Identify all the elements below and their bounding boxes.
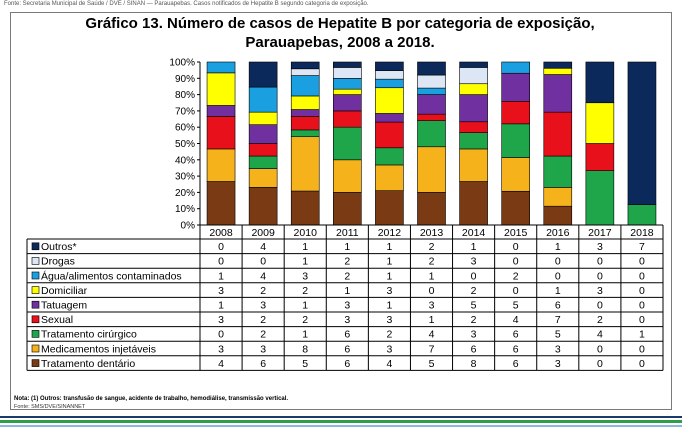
bar-segment (460, 133, 488, 149)
table-cell-value: 1 (428, 270, 435, 283)
bar-segment (333, 111, 361, 127)
table-cell-value: 1 (302, 255, 309, 268)
table-cell-value: 2 (302, 314, 309, 327)
bar-segment (418, 114, 446, 121)
table-cell-value: 0 (639, 284, 645, 297)
source-note: Fonte: SMS/DVE/SINANNET (14, 404, 86, 410)
table-cell-value: 3 (470, 328, 477, 341)
legend-swatch (32, 257, 39, 264)
bar-segment (291, 137, 319, 191)
y-tick-label: 80% (174, 90, 195, 102)
bar-segment (544, 156, 572, 187)
legend-label: Água/alimentos contaminados (41, 270, 182, 283)
bar-segment (375, 88, 403, 114)
y-tick-label: 40% (174, 155, 195, 167)
table-cell-value: 1 (386, 241, 393, 254)
table-cell-value: 1 (470, 241, 477, 254)
bar-segment (207, 105, 235, 116)
legend-label: Sexual (41, 314, 74, 327)
legend-label: Outros* (41, 241, 77, 254)
table-cell-value: 3 (596, 241, 603, 254)
footnote: Nota: (1) Outros: transfusão de sangue, acidente de trabalho, hemodiálise, transmissão vertical. (14, 396, 289, 402)
y-tick-label: 50% (174, 139, 195, 150)
table-cell-value: 2 (260, 328, 267, 341)
table-cell-value: 6 (512, 357, 519, 370)
legend-swatch (32, 360, 39, 367)
bar-segment (375, 148, 403, 165)
bar-segment (460, 67, 488, 83)
bar-segment (502, 62, 530, 73)
table-cell-value: 4 (260, 270, 267, 283)
legend-swatch (32, 345, 39, 352)
footer-rule-dark (0, 416, 682, 418)
bar-segment (249, 62, 277, 87)
bar-segment (333, 67, 361, 78)
table-cell-value: 2 (512, 270, 519, 283)
bar-segment (502, 73, 530, 101)
table-cell-value: 0 (596, 299, 603, 312)
chart-title-line-1: Gráfico 13. Número de casos de Hepatite B por categoria de exposição, (85, 15, 595, 32)
bar-segment (333, 127, 361, 160)
bar-segment (333, 95, 361, 111)
table-cell-value: 1 (428, 314, 435, 327)
bar-segment (249, 187, 277, 225)
table-cell-value: 0 (218, 241, 224, 254)
bar-segment (418, 121, 446, 147)
table-cell-value: 3 (302, 270, 309, 283)
table-cell-value: 3 (260, 299, 267, 312)
table-cell-value: 1 (302, 299, 309, 312)
table-cell-value: 0 (639, 314, 645, 327)
table-cell-value: 2 (344, 255, 351, 268)
table-cell-value: 1 (218, 270, 224, 283)
table-cell-value: 0 (596, 357, 603, 370)
y-tick-label: 100% (169, 57, 195, 69)
x-tick-label: 2008 (209, 227, 233, 239)
table-cell-value: 3 (554, 343, 561, 356)
bar-segment (586, 62, 614, 103)
bar-segment (418, 75, 446, 88)
legend-swatch (32, 330, 39, 337)
legend-label: Drogas (41, 255, 75, 268)
table-cell-value: 0 (470, 270, 477, 283)
table-cell-value: 0 (512, 284, 519, 297)
table-cell-value: 8 (302, 343, 309, 356)
y-tick-label: 0% (180, 220, 195, 232)
table-cell-value: 1 (302, 328, 309, 341)
bar-segment (460, 149, 488, 182)
bar-segment (249, 144, 277, 157)
table-cell-value: 3 (596, 284, 603, 297)
table-cell-value: 3 (260, 343, 267, 356)
x-tick-label: 2010 (293, 227, 317, 239)
y-tick-label: 60% (174, 122, 195, 134)
table-cell-value: 8 (470, 357, 477, 370)
bar-segment (628, 62, 656, 205)
y-tick-label: 20% (174, 187, 195, 199)
bar-segment (375, 62, 403, 71)
legend-label: Domiciliar (41, 284, 88, 297)
legend-label: Tratamento dentário (41, 357, 136, 370)
bar-segment (207, 73, 235, 106)
table-cell-value: 6 (512, 328, 519, 341)
table-cell-value: 1 (344, 284, 351, 297)
bar-segment (502, 191, 530, 225)
bar-segment (418, 62, 446, 75)
table-cell-value: 0 (639, 343, 645, 356)
table-cell-value: 5 (428, 357, 435, 370)
table-cell-value: 2 (596, 314, 603, 327)
table-cell-value: 3 (470, 255, 477, 268)
legend-swatch (32, 287, 39, 294)
bar-segment (544, 68, 572, 74)
x-tick-label: 2012 (377, 227, 402, 239)
table-cell-value: 3 (218, 284, 224, 297)
bar-segment (291, 116, 319, 130)
bar-segment (502, 101, 530, 123)
table-cell-value: 4 (512, 314, 519, 327)
table-cell-value: 0 (512, 255, 519, 268)
bar-segment (291, 76, 319, 96)
table-cell-value: 4 (596, 328, 603, 341)
bar-segment (544, 75, 572, 113)
table-cell-value: 0 (218, 328, 224, 341)
x-tick-label: 2017 (588, 227, 612, 239)
table-cell-value: 4 (428, 328, 435, 341)
bar-segment (460, 84, 488, 95)
table-cell-value: 4 (386, 357, 393, 370)
table-cell-value: 6 (512, 343, 519, 356)
table-cell-value: 1 (386, 299, 393, 312)
bar-segment (375, 113, 403, 122)
legend-label: Tratamento cirúrgico (41, 328, 137, 341)
table-cell-value: 2 (470, 314, 477, 327)
bar-segment (544, 112, 572, 156)
table-cell-value: 6 (344, 343, 351, 356)
table-cell-value: 2 (386, 328, 393, 341)
table-cell-value: 0 (428, 284, 435, 297)
bar-segment (418, 88, 446, 95)
table-cell-value: 4 (260, 241, 267, 254)
bar-segment (544, 206, 572, 225)
bar-segment (544, 62, 572, 68)
bar-segment (460, 62, 488, 67)
bar-segment (418, 147, 446, 193)
bar-segment (249, 112, 277, 125)
bar-segment (418, 95, 446, 115)
top-caption: Fonte: Secretaria Municipal de Saúde / DVE / SINAN — Parauapebas. Casos notificados de Hepatite B segundo categoria de exposição. (4, 1, 369, 7)
table-cell-value: 3 (554, 357, 561, 370)
bar-segment (207, 182, 235, 225)
legend-swatch (32, 316, 39, 323)
legend-swatch (32, 243, 39, 250)
table-cell-value: 0 (639, 255, 645, 268)
table-cell-value: 1 (218, 299, 224, 312)
table-cell-value: 3 (386, 284, 393, 297)
legend-swatch (32, 301, 39, 308)
table-cell-value: 0 (639, 357, 645, 370)
table-cell-value: 1 (554, 241, 561, 254)
bar-segment (249, 169, 277, 188)
bar-segment (291, 110, 319, 117)
table-cell-value: 2 (428, 241, 435, 254)
bar-segment (249, 156, 277, 169)
table-cell-value: 1 (554, 284, 561, 297)
table-cell-value: 5 (554, 328, 561, 341)
bar-segment (460, 182, 488, 225)
table-cell-value: 0 (512, 241, 519, 254)
legend-label: Tatuagem (41, 299, 88, 312)
bar-segment (249, 125, 277, 144)
bar-segment (418, 192, 446, 225)
bar-segment (333, 78, 361, 89)
bar-segment (628, 205, 656, 225)
table-cell-value: 7 (428, 343, 435, 356)
table-cell-value: 1 (344, 241, 351, 254)
table-cell-value: 3 (344, 314, 351, 327)
table-cell-value: 0 (596, 255, 603, 268)
bar-segment (207, 149, 235, 182)
legend-swatch (32, 272, 39, 279)
legend-label: Medicamentos injetáveis (41, 343, 156, 356)
x-tick-label: 2014 (461, 227, 486, 239)
table-cell-value: 1 (386, 255, 393, 268)
bar-segment (291, 96, 319, 110)
bar-segment (291, 62, 319, 69)
bar-segment (333, 192, 361, 225)
table-cell-value: 0 (218, 255, 224, 268)
table-cell-value: 3 (218, 314, 224, 327)
bar-segment (333, 62, 361, 67)
bar-segment (375, 71, 403, 80)
x-tick-label: 2009 (251, 227, 275, 239)
bar-segment (586, 144, 614, 171)
table-cell-value: 3 (386, 343, 393, 356)
table-cell-value: 2 (260, 284, 267, 297)
bar-segment (502, 158, 530, 192)
table-cell-value: 5 (470, 299, 477, 312)
table-cell-value: 0 (554, 270, 561, 283)
y-tick-label: 70% (174, 106, 195, 118)
table-cell-value: 4 (218, 357, 224, 370)
table-cell-value: 5 (512, 299, 519, 312)
bar-segment (207, 62, 235, 73)
table-cell-value: 1 (639, 328, 645, 341)
table-cell-value: 6 (554, 299, 561, 312)
table-cell-value: 7 (639, 241, 645, 254)
table-cell-value: 6 (260, 357, 267, 370)
bar-segment (375, 191, 403, 225)
table-cell-value: 0 (554, 255, 561, 268)
x-tick-label: 2016 (546, 227, 570, 239)
bar-segment (586, 171, 614, 225)
footer-rule-light (0, 425, 682, 427)
bar-segment (291, 69, 319, 76)
bar-segment (502, 124, 530, 158)
bar-segment (375, 79, 403, 88)
bar-segment (460, 95, 488, 122)
bar-segment (291, 191, 319, 225)
table-cell-value: 7 (554, 314, 561, 327)
table-cell-value: 2 (260, 314, 267, 327)
table-cell-value: 3 (386, 314, 393, 327)
table-cell-value: 3 (428, 299, 435, 312)
footer-rule-green (0, 420, 682, 423)
bar-segment (333, 160, 361, 193)
table-cell-value: 2 (344, 270, 351, 283)
x-tick-label: 2018 (630, 227, 654, 239)
bar-segment (544, 187, 572, 206)
x-tick-label: 2015 (504, 227, 528, 239)
table-cell-value: 6 (470, 343, 477, 356)
table-cell-value: 1 (386, 270, 393, 283)
table-cell-value: 2 (470, 284, 477, 297)
x-tick-label: 2013 (419, 227, 444, 239)
bar-segment (375, 165, 403, 191)
table-cell-value: 2 (428, 255, 435, 268)
bar-segment (375, 122, 403, 148)
y-tick-label: 90% (174, 73, 195, 85)
table-cell-value: 0 (639, 299, 645, 312)
bar-segment (333, 89, 361, 94)
bar-segment (249, 87, 277, 112)
table-cell-value: 0 (596, 270, 603, 283)
table-cell-value: 0 (639, 270, 645, 283)
y-tick-label: 30% (174, 171, 195, 183)
table-cell-value: 5 (302, 357, 309, 370)
table-cell-value: 3 (218, 343, 224, 356)
table-cell-value: 6 (344, 357, 351, 370)
y-tick-label: 10% (174, 204, 195, 216)
bar-segment (207, 116, 235, 149)
table-cell-value: 6 (344, 328, 351, 341)
table-cell-value: 1 (302, 241, 309, 254)
chart-title-line-2: Parauapebas, 2008 a 2018. (245, 34, 435, 51)
x-tick-label: 2011 (336, 227, 359, 239)
bar-segment (460, 122, 488, 133)
table-cell-value: 0 (596, 343, 603, 356)
table-cell-value: 3 (344, 299, 351, 312)
table-cell-value: 2 (302, 284, 309, 297)
bar-segment (586, 103, 614, 144)
table-cell-value: 0 (260, 255, 267, 268)
bar-segment (291, 130, 319, 137)
